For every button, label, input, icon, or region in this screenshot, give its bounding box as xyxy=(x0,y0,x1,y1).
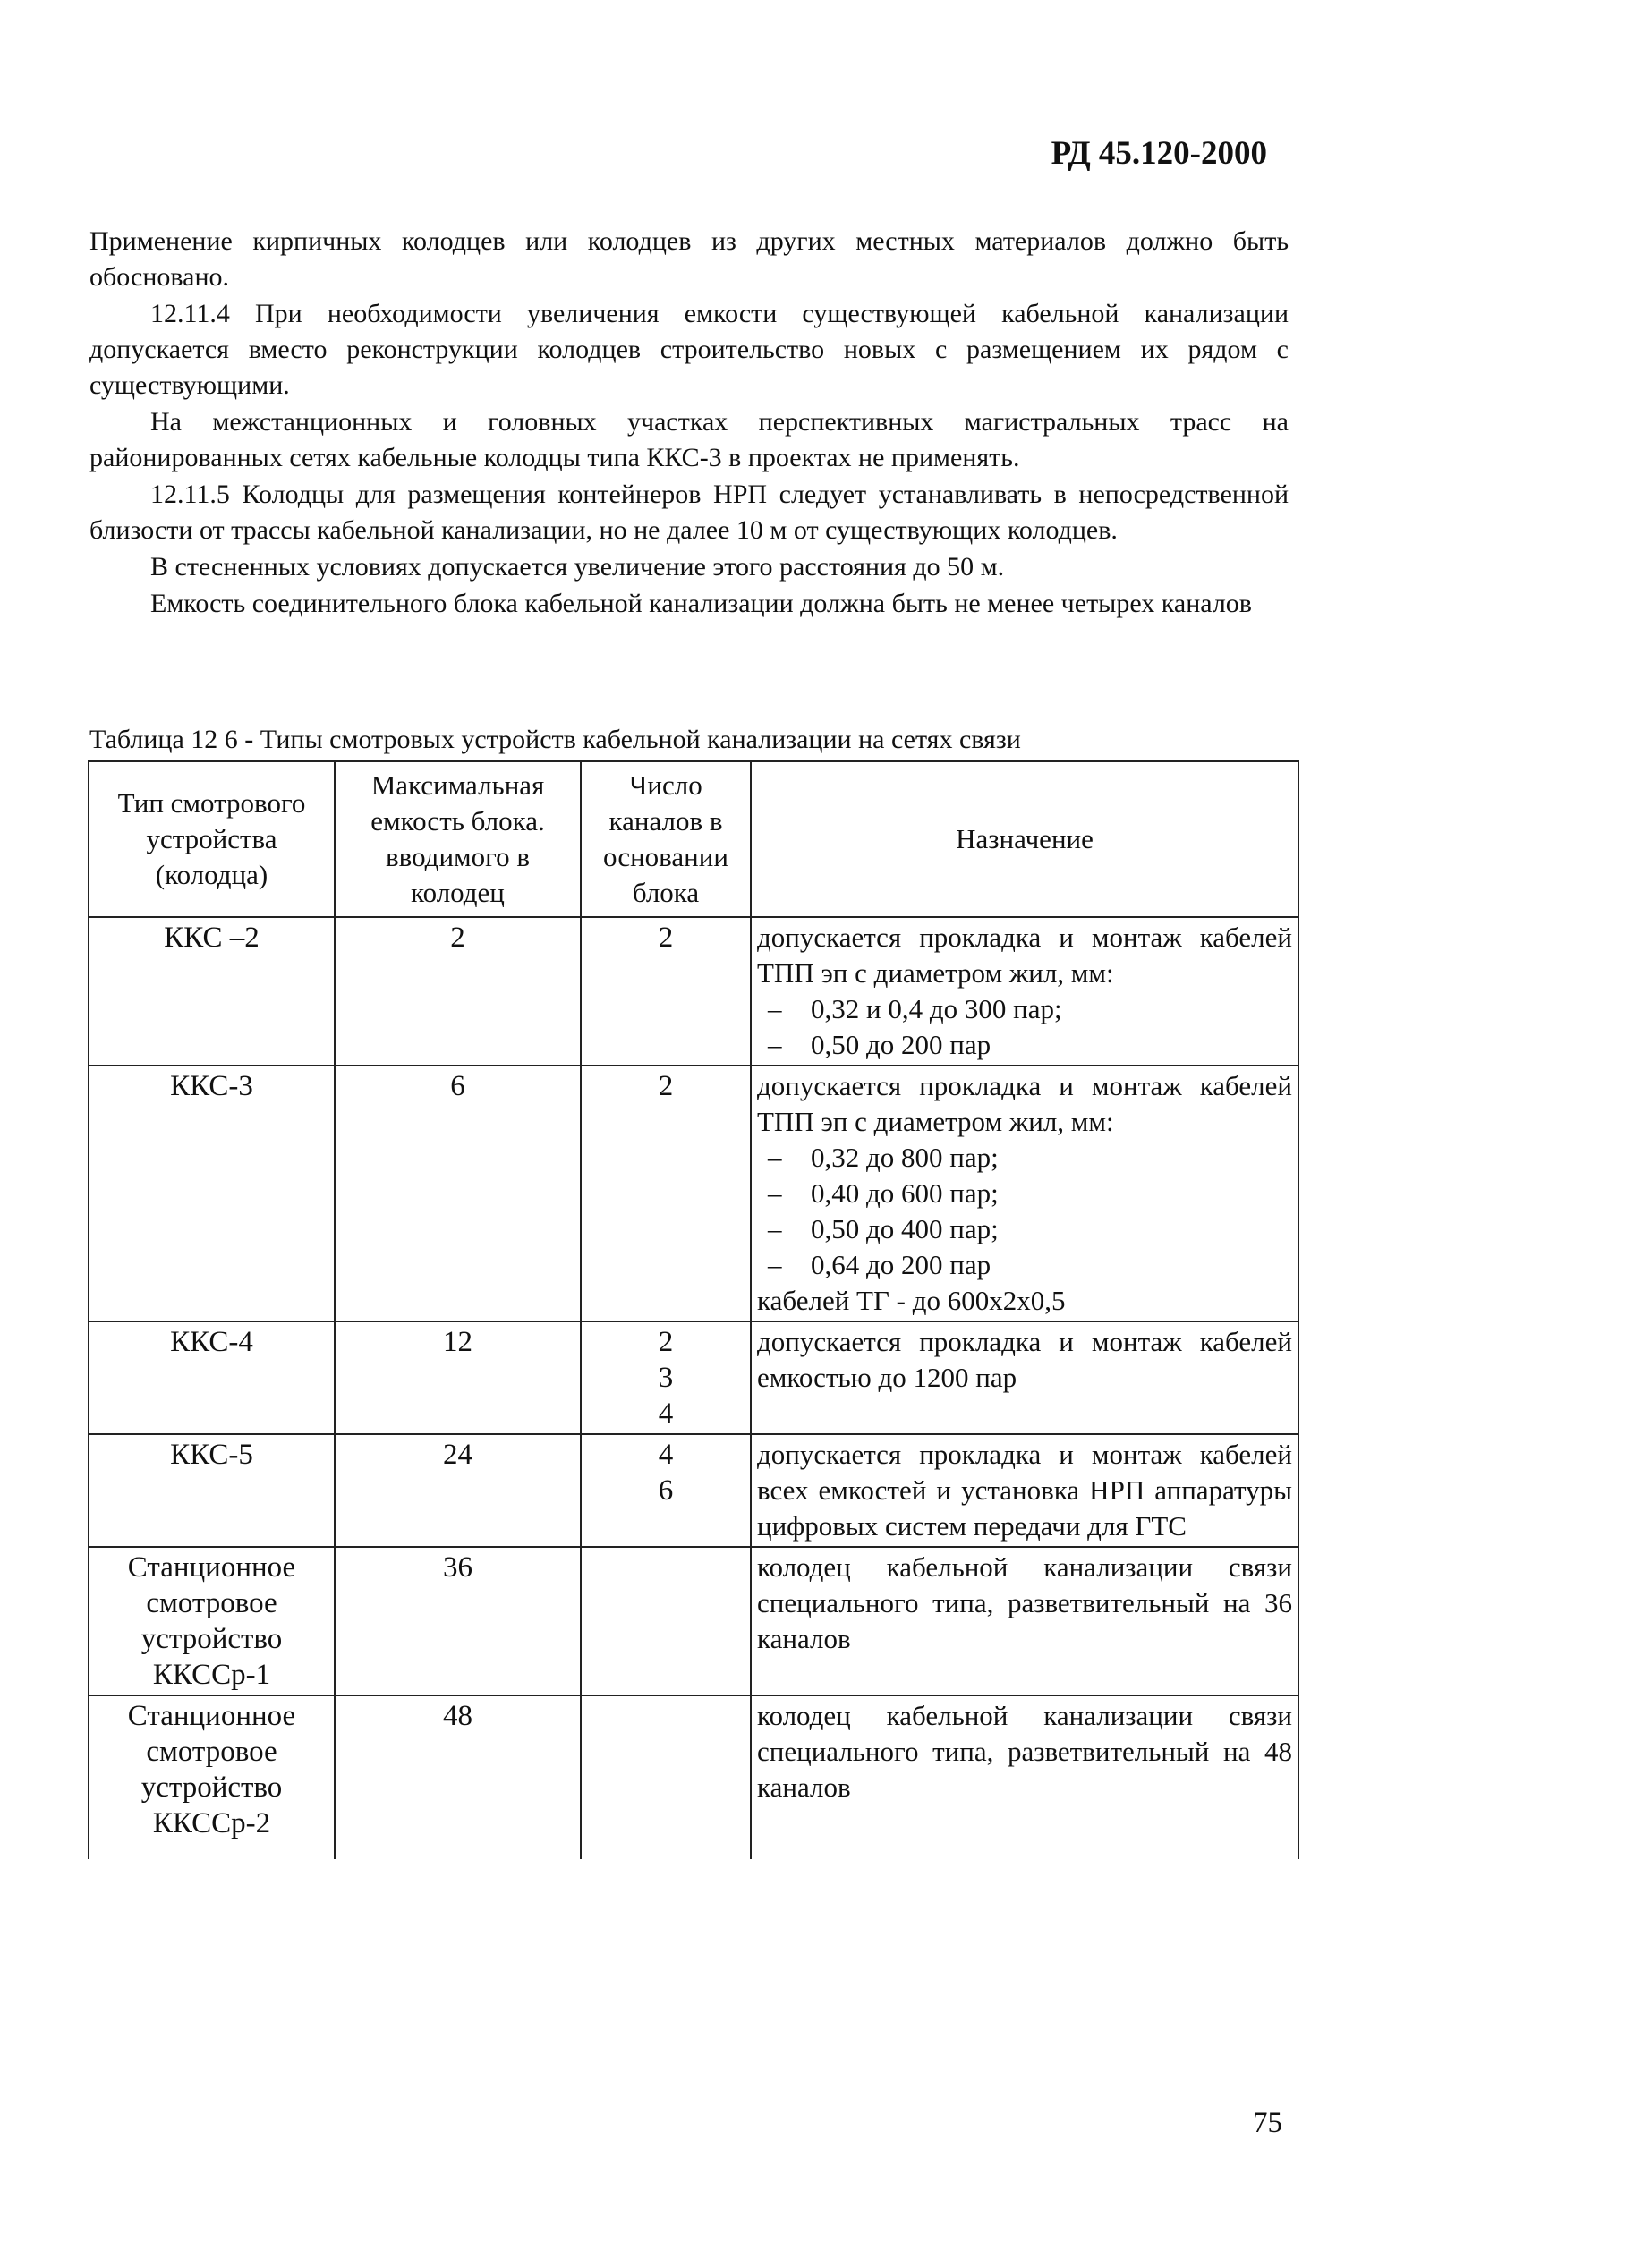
purpose-list-item: – 0,50 до 200 пар xyxy=(757,1027,1292,1063)
cell-channels xyxy=(581,1695,751,1859)
purpose-text: кабелей ТГ - до 600x2x0,5 xyxy=(757,1285,1066,1316)
cell-type: Станционное смотровое устройство ККССр-1 xyxy=(89,1547,335,1695)
column-header-capacity: Максимальная емкость блока. вводимого в колодец xyxy=(335,761,581,917)
manhole-types-table xyxy=(88,760,1299,1859)
cell-purpose xyxy=(751,1321,1298,1434)
table-body xyxy=(89,917,1298,1859)
body-text xyxy=(89,224,1289,623)
cell-purpose xyxy=(751,1547,1298,1695)
cell-capacity: 48 xyxy=(335,1695,581,1859)
cell-capacity: 24 xyxy=(335,1434,581,1547)
cell-capacity: 2 xyxy=(335,917,581,1066)
purpose-list-item: – 0,32 и 0,4 до 300 пар; xyxy=(757,991,1292,1027)
cell-type: Станционное смотровое устройство ККССр-2 xyxy=(89,1695,335,1859)
table-row xyxy=(89,917,1298,1066)
purpose-list-item: – 0,40 до 600 пар; xyxy=(757,1176,1292,1211)
cell-purpose xyxy=(751,917,1298,1066)
purpose-text: колодец кабельной канализации связи специального типа, разветвительный на 36 каналов xyxy=(757,1551,1292,1654)
purpose-text: допускается прокладка и монтаж кабелей ТПП эп с диаметром жил, мм: xyxy=(757,922,1292,989)
table-header-row xyxy=(89,761,1298,917)
purpose-text: допускается прокладка и монтаж кабелей ТПП эп с диаметром жил, мм: xyxy=(757,1070,1292,1137)
table-row xyxy=(89,1066,1298,1321)
column-header-channels: Число каналов в основании блока xyxy=(581,761,751,917)
cell-type: ККС –2 xyxy=(89,917,335,1066)
cell-channels xyxy=(581,1547,751,1695)
cell-type: ККС-3 xyxy=(89,1066,335,1321)
channel-count: 4 xyxy=(658,1397,674,1430)
paragraph: 12.11.5 Колодцы для размещения контейнеров НРП следует устанавливать в непосредственной близости от трассы кабельной канализации, но не далее 10 м от существующих колодцев. xyxy=(89,480,1289,545)
purpose-text: допускается прокладка и монтаж кабелей всех емкостей и установка НРП аппаратуры цифровых систем передачи для ГТС xyxy=(757,1439,1292,1542)
channel-count: 3 xyxy=(658,1362,674,1394)
purpose-list-item: – 0,32 до 800 пар; xyxy=(757,1140,1292,1176)
cell-channels xyxy=(581,1066,751,1321)
cell-channels xyxy=(581,1434,751,1547)
column-header-type: Тип смотрового устройства (колодца) xyxy=(89,761,335,917)
cell-capacity: 12 xyxy=(335,1321,581,1434)
cell-purpose xyxy=(751,1434,1298,1547)
cell-type: ККС-4 xyxy=(89,1321,335,1434)
cell-channels xyxy=(581,917,751,1066)
purpose-text: колодец кабельной канализации связи специального типа, разветвительный на 48 каналов xyxy=(757,1700,1292,1803)
cell-type: ККС-5 xyxy=(89,1434,335,1547)
purpose-text: допускается прокладка и монтаж кабелей емкостью до 1200 пар xyxy=(757,1326,1292,1393)
purpose-list-item: – 0,64 до 200 пар xyxy=(757,1247,1292,1283)
channel-count: 6 xyxy=(658,1474,674,1507)
cell-capacity: 6 xyxy=(335,1066,581,1321)
column-header-purpose: Назначение xyxy=(751,761,1298,917)
channel-count: 4 xyxy=(658,1439,674,1471)
paragraph: Емкость соединительного блока кабельной канализации должна быть не менее четырех каналов xyxy=(150,589,1252,618)
channel-count: 2 xyxy=(658,922,674,954)
table-row xyxy=(89,1321,1298,1434)
channel-count: 2 xyxy=(658,1326,674,1358)
document-code: РД 45.120-2000 xyxy=(1051,135,1267,172)
paragraph: В стесненных условиях допускается увеличение этого расстояния до 50 м. xyxy=(150,552,1005,582)
cell-purpose xyxy=(751,1695,1298,1859)
table-row xyxy=(89,1434,1298,1547)
table-caption: Таблица 12 6 - Типы смотровых устройств кабельной канализации на сетях связи xyxy=(89,725,1021,754)
paragraph: На межстанционных и головных участках перспективных магистральных трасс на районированных сетях кабельные колодцы типа ККС-3 в проектах не применять. xyxy=(89,407,1289,472)
cell-purpose xyxy=(751,1066,1298,1321)
table-row xyxy=(89,1695,1298,1859)
cell-channels xyxy=(581,1321,751,1434)
paragraph: 12.11.4 При необходимости увеличения емкости существующей кабельной канализации допускается вместо реконструкции колодцев строительство новых с размещением их рядом с существующими. xyxy=(89,299,1289,400)
purpose-list-item: – 0,50 до 400 пар; xyxy=(757,1211,1292,1247)
table-row xyxy=(89,1547,1298,1695)
channel-count: 2 xyxy=(658,1070,674,1102)
paragraph: Применение кирпичных колодцев или колодцев из других местных материалов должно быть обосновано. xyxy=(89,226,1289,292)
cell-capacity: 36 xyxy=(335,1547,581,1695)
page-number: 75 xyxy=(1253,2107,1282,2139)
